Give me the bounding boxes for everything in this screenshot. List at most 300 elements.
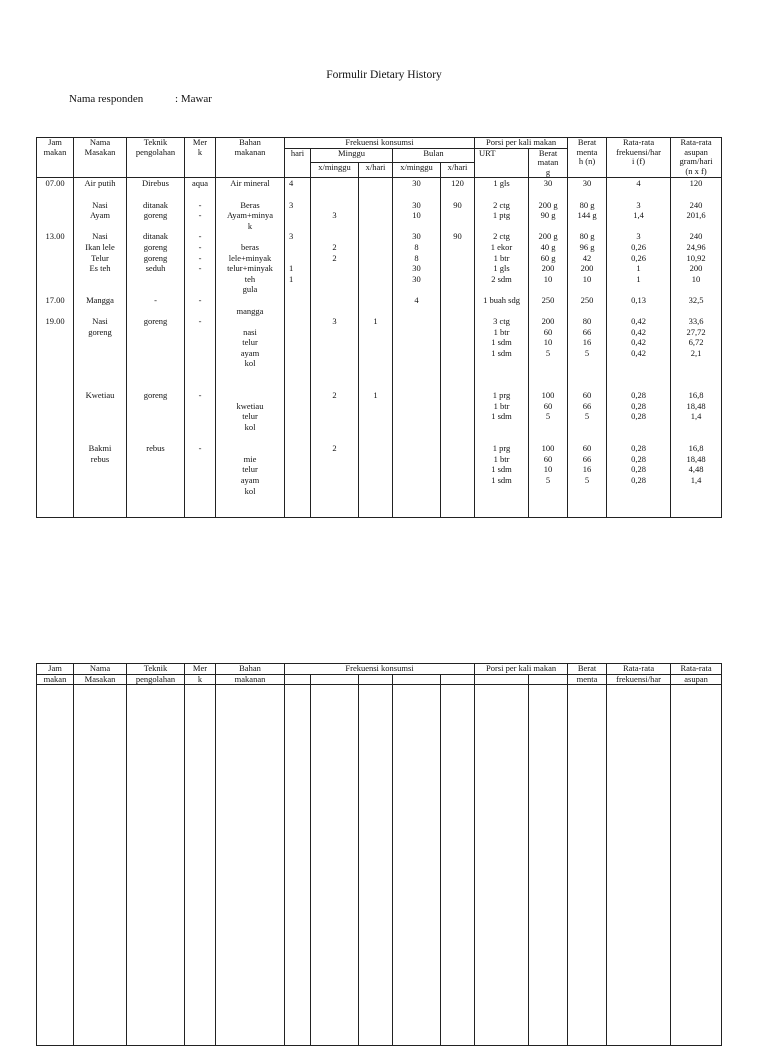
blank-cell[interactable]	[441, 685, 475, 1046]
cell-line	[127, 496, 184, 507]
cell-line	[74, 507, 126, 518]
cell-line	[289, 306, 310, 317]
cell-line: -	[198, 263, 202, 274]
cell-line	[475, 433, 528, 444]
cell-line: 2	[332, 241, 337, 252]
cell-line: 200	[689, 263, 703, 274]
cell-line	[529, 284, 567, 295]
cell-line	[441, 390, 474, 401]
cell-line: Beras	[240, 199, 260, 210]
cell-line	[74, 496, 126, 507]
cell-line: 60 g	[540, 252, 556, 263]
cell-line: ditanak	[142, 231, 169, 242]
blank-header-nama-2: Masakan	[74, 674, 127, 685]
cell-line	[289, 369, 310, 380]
cell-line	[185, 496, 215, 507]
cell-line	[311, 496, 358, 507]
cell-line	[74, 433, 126, 444]
cell-line	[37, 189, 73, 200]
cell-line: 8	[414, 241, 419, 252]
cell-line	[475, 486, 528, 497]
cell-line	[127, 189, 184, 200]
blank-cell[interactable]	[285, 685, 311, 1046]
cell-line	[37, 486, 73, 497]
cell-line: 1 btr	[493, 326, 510, 337]
cell-line	[185, 475, 215, 486]
cell-line	[393, 221, 440, 232]
cell-line	[311, 306, 358, 317]
cell-line	[529, 507, 567, 518]
cell-line: 66	[582, 453, 592, 464]
cell-line	[359, 231, 392, 242]
cell-line: 1,4	[690, 411, 702, 422]
cell-line	[37, 454, 73, 465]
cell-line	[393, 358, 440, 369]
cell-line	[37, 358, 73, 369]
cell-line: -	[198, 294, 202, 305]
blank-cell[interactable]	[393, 685, 441, 1046]
blank-cell[interactable]	[185, 685, 216, 1046]
cell-line	[671, 189, 721, 200]
cell-line	[529, 306, 567, 317]
col-berat-mentah	[568, 178, 607, 518]
cell-line	[568, 486, 606, 497]
cell-line	[185, 274, 215, 285]
header-rata-frekuensi: Rata-rata frekuensi/har i (f)	[607, 138, 671, 178]
cell-line	[216, 369, 284, 380]
cell-line	[393, 464, 440, 475]
header-hari: hari	[285, 148, 311, 178]
cell-line	[311, 369, 358, 380]
cell-line	[289, 348, 310, 359]
cell-line	[185, 486, 215, 497]
cell-line	[529, 486, 567, 497]
cell-line	[393, 433, 440, 444]
cell-line	[127, 337, 184, 348]
cell-line	[289, 221, 310, 232]
cell-line	[37, 507, 73, 518]
cell-line	[529, 358, 567, 369]
cell-line: 100	[541, 390, 555, 401]
cell-line: 30	[412, 178, 421, 189]
cell-line	[127, 454, 184, 465]
cell-line: kwetiau	[236, 400, 264, 411]
blank-dietary-table	[36, 663, 722, 1046]
cell-line	[289, 210, 310, 221]
cell-line	[441, 443, 474, 454]
blank-header-berat-2: menta	[568, 674, 607, 685]
cell-line	[359, 178, 392, 189]
cell-line	[359, 443, 392, 454]
cell-line	[671, 422, 721, 433]
col-minggu-xhari	[359, 178, 393, 518]
cell-line	[393, 369, 440, 380]
cell-line: goreng	[143, 210, 168, 221]
cell-line: 0,28	[631, 475, 646, 485]
cell-line	[37, 221, 73, 232]
cell-line	[127, 422, 184, 433]
cell-line	[127, 221, 184, 232]
cell-line	[185, 369, 215, 380]
cell-line	[127, 475, 184, 486]
blank-header-rata-asupan-2: asupan	[671, 674, 722, 685]
form-title: Formulir Dietary History	[326, 69, 442, 81]
cell-line	[216, 496, 284, 507]
cell-line	[185, 284, 215, 295]
cell-line	[441, 348, 474, 359]
cell-line	[185, 327, 215, 338]
cell-line	[289, 507, 310, 518]
cell-line	[185, 348, 215, 359]
cell-line: 66	[582, 326, 592, 337]
cell-line: 0,26	[631, 252, 646, 263]
cell-line: 3	[332, 210, 337, 221]
cell-line: 250	[580, 294, 594, 305]
cell-line	[311, 486, 358, 497]
cell-line: 10	[543, 273, 553, 284]
cell-line	[37, 327, 73, 338]
cell-line: gula	[242, 284, 258, 295]
cell-line	[359, 284, 392, 295]
cell-line	[37, 200, 73, 211]
cell-line	[441, 454, 474, 465]
cell-line: mangga	[236, 305, 264, 316]
cell-line: seduh	[145, 263, 166, 274]
cell-line	[37, 443, 73, 454]
cell-line: telur	[242, 411, 258, 422]
cell-line	[441, 306, 474, 317]
cell-line	[311, 295, 358, 306]
cell-line	[441, 274, 474, 285]
cell-line	[671, 221, 721, 232]
cell-line	[475, 189, 528, 200]
cell-line: 1	[373, 390, 378, 401]
cell-line: 240	[689, 231, 703, 242]
cell-line: 10,92	[686, 252, 706, 263]
cell-line: 10	[543, 337, 553, 348]
cell-line: -	[198, 199, 202, 210]
blank-cell[interactable]	[216, 685, 285, 1046]
cell-line	[185, 401, 215, 412]
cell-line	[359, 200, 392, 211]
cell-line	[475, 380, 528, 391]
cell-line	[607, 507, 670, 518]
cell-line	[74, 358, 126, 369]
cell-line	[127, 486, 184, 497]
cell-line: goreng	[143, 316, 168, 327]
cell-line: -	[198, 231, 202, 242]
blank-cell[interactable]	[37, 685, 74, 1046]
cell-line	[311, 401, 358, 412]
cell-line	[441, 401, 474, 412]
cell-line: 30	[412, 231, 421, 242]
cell-line	[74, 475, 126, 486]
cell-line: Bakmi	[88, 443, 112, 454]
cell-line	[671, 486, 721, 497]
cell-line: 2	[332, 252, 337, 263]
cell-line	[568, 433, 606, 444]
header-porsi: Porsi per kali makan	[475, 138, 568, 149]
respondent-line	[69, 93, 212, 105]
header-bulan-xhari: x/hari	[441, 163, 475, 178]
respondent-value: : Mawar	[175, 93, 212, 105]
cell-line: 1	[289, 273, 294, 284]
cell-line	[289, 242, 310, 253]
cell-line: 2 ctg	[493, 231, 510, 242]
cell-line	[529, 221, 567, 232]
cell-line	[607, 380, 670, 391]
cell-line	[311, 327, 358, 338]
blank-cell[interactable]	[359, 685, 393, 1046]
cell-line	[127, 274, 184, 285]
cell-line: 200	[541, 263, 555, 274]
cell-line: 27,72	[686, 326, 706, 337]
cell-line: 1 prg	[492, 443, 511, 454]
cell-line: 1 ekor	[490, 241, 513, 252]
cell-line: 90	[453, 231, 462, 242]
cell-line: ditanak	[142, 199, 169, 210]
header-berat-matang: Berat matan g	[529, 148, 568, 178]
cell-line: 1 sdm	[491, 347, 512, 358]
cell-line: 10	[543, 464, 553, 475]
cell-line	[393, 380, 440, 391]
cell-line: 1 sdm	[491, 475, 512, 485]
cell-line: 0,26	[631, 241, 646, 252]
cell-line	[568, 422, 606, 433]
cell-line: 96 g	[579, 241, 595, 252]
cell-line: 1,4	[690, 475, 702, 485]
cell-line: goreng	[143, 241, 168, 252]
cell-line: 200 g	[538, 231, 558, 242]
cell-line: Nasi	[92, 231, 108, 242]
cell-line	[74, 348, 126, 359]
cell-line: 1 sdm	[491, 464, 512, 475]
cell-line: 3	[332, 316, 337, 327]
cell-line: 80	[582, 316, 592, 327]
cell-line	[74, 464, 126, 475]
cell-line: 19.00	[45, 316, 65, 327]
cell-line: 16	[582, 464, 592, 475]
cell-line: 0,28	[631, 390, 646, 401]
cell-line	[37, 263, 73, 274]
cell-line: 18,48	[686, 400, 706, 411]
blank-cell[interactable]	[74, 685, 127, 1046]
cell-line: Es teh	[89, 263, 111, 274]
cell-line	[311, 358, 358, 369]
header-bulan: Bulan	[393, 148, 475, 163]
cell-line	[74, 189, 126, 200]
cell-line	[311, 475, 358, 486]
cell-line	[441, 422, 474, 433]
cell-line: 1 btr	[493, 252, 510, 263]
header-minggu: Minggu	[311, 148, 393, 163]
header-bulan-xminggu: x/minggu	[393, 163, 441, 178]
cell-line: 0,28	[631, 400, 646, 411]
cell-line: 1	[636, 273, 641, 284]
cell-line: 33,6	[688, 316, 704, 327]
cell-line	[393, 507, 440, 518]
cell-line	[568, 189, 606, 200]
cell-line: 13.00	[45, 231, 65, 242]
cell-line	[359, 337, 392, 348]
blank-header-jam: Jam	[37, 664, 74, 675]
cell-line: 18,48	[686, 453, 706, 464]
cell-line: 90 g	[540, 210, 556, 221]
cell-line	[127, 464, 184, 475]
cell-line	[74, 380, 126, 391]
cell-line	[607, 358, 670, 369]
blank-header-bahan-2: makanan	[216, 674, 285, 685]
cell-line: 1	[636, 263, 641, 274]
cell-line	[393, 475, 440, 486]
cell-line	[216, 443, 284, 454]
blank-cell[interactable]	[671, 685, 722, 1046]
cell-line	[359, 306, 392, 317]
cell-line: 5	[584, 475, 590, 485]
cell-line: Ikan lele	[85, 241, 115, 252]
cell-line	[441, 242, 474, 253]
blank-cell[interactable]	[568, 685, 607, 1046]
cell-line	[393, 189, 440, 200]
cell-line	[441, 337, 474, 348]
cell-line	[393, 284, 440, 295]
cell-line	[289, 316, 310, 327]
cell-line: ayam	[240, 475, 260, 485]
cell-line: 30	[543, 178, 553, 189]
cell-line: 0,42	[631, 316, 646, 327]
cell-line: 60	[543, 326, 553, 337]
cell-line	[441, 189, 474, 200]
cell-line	[74, 274, 126, 285]
cell-line	[393, 496, 440, 507]
cell-line	[671, 496, 721, 507]
cell-line: 1 gls	[493, 263, 510, 274]
cell-line	[127, 433, 184, 444]
cell-line	[475, 422, 528, 433]
cell-line	[441, 369, 474, 380]
cell-line	[393, 486, 440, 497]
cell-line: 4	[636, 178, 641, 189]
col-teknik-pengolahan	[127, 178, 185, 518]
cell-line	[568, 221, 606, 232]
cell-line	[37, 306, 73, 317]
cell-line	[37, 475, 73, 486]
cell-line	[289, 327, 310, 338]
cell-line	[529, 189, 567, 200]
cell-line	[441, 486, 474, 497]
cell-line	[185, 337, 215, 348]
blank-cell[interactable]	[127, 685, 185, 1046]
cell-line	[671, 369, 721, 380]
cell-line	[311, 189, 358, 200]
cell-line	[441, 295, 474, 306]
cell-line	[359, 486, 392, 497]
cell-line	[359, 253, 392, 264]
cell-line	[289, 337, 310, 348]
blank-header-teknik: Teknik	[127, 664, 185, 675]
blank-header-rata-asupan: Rata-rata	[671, 664, 722, 675]
cell-line	[359, 401, 392, 412]
cell-line: kol	[244, 422, 256, 433]
cell-line: 80 g	[579, 231, 595, 242]
cell-line	[475, 358, 528, 369]
cell-line: 30	[412, 199, 421, 210]
cell-line	[37, 284, 73, 295]
blank-cell[interactable]	[475, 685, 529, 1046]
cell-line	[127, 284, 184, 295]
cell-line	[74, 411, 126, 422]
cell-line	[127, 306, 184, 317]
cell-line: 1 buah sdg	[483, 294, 520, 305]
header-jam: Jam makan	[37, 138, 74, 178]
cell-line	[359, 210, 392, 221]
cell-line: 1 sdm	[491, 337, 512, 348]
cell-line: 8	[414, 252, 419, 263]
cell-line	[37, 337, 73, 348]
cell-line: -	[198, 210, 202, 221]
cell-line: 40 g	[540, 241, 556, 252]
cell-line: 0,42	[631, 326, 646, 337]
cell-line	[568, 507, 606, 518]
blank-cell[interactable]	[607, 685, 671, 1046]
cell-line: 3	[289, 231, 294, 242]
cell-line	[311, 274, 358, 285]
cell-line: 3 ctg	[493, 316, 510, 327]
blank-cell[interactable]	[311, 685, 359, 1046]
cell-line: goreng	[88, 326, 112, 337]
cell-line: 2 ctg	[493, 199, 510, 210]
cell-line: Mangga	[86, 294, 114, 305]
cell-line	[185, 380, 215, 391]
cell-line	[185, 464, 215, 475]
cell-line	[607, 369, 670, 380]
cell-line: kol	[244, 485, 256, 496]
col-merk	[185, 178, 216, 518]
cell-line	[185, 433, 215, 444]
cell-line	[127, 358, 184, 369]
header-frekuensi: Frekuensi konsumsi	[285, 138, 475, 149]
cell-line: 200 g	[538, 199, 558, 210]
cell-line	[568, 496, 606, 507]
cell-line: goreng	[143, 390, 168, 401]
blank-cell[interactable]	[529, 685, 568, 1046]
cell-line	[393, 306, 440, 317]
col-minggu-xminggu	[311, 178, 359, 518]
cell-line	[441, 327, 474, 338]
cell-line	[568, 306, 606, 317]
cell-line: 1 btr	[493, 400, 510, 411]
header-merk: Mer k	[185, 138, 216, 178]
cell-line	[359, 433, 392, 444]
cell-line	[475, 284, 528, 295]
header-nama: Nama Masakan	[74, 138, 127, 178]
cell-line	[393, 337, 440, 348]
cell-line	[393, 316, 440, 327]
cell-line: 250	[541, 294, 555, 305]
col-berat-matang	[529, 178, 568, 518]
cell-line	[393, 411, 440, 422]
cell-line	[359, 411, 392, 422]
cell-line	[607, 306, 670, 317]
cell-line: mie	[243, 453, 257, 464]
cell-line: 16,8	[688, 390, 704, 401]
cell-line	[441, 358, 474, 369]
cell-line: 3	[289, 199, 294, 210]
cell-line: Air mineral	[230, 178, 270, 189]
cell-line	[311, 231, 358, 242]
cell-line: 17.00	[45, 294, 65, 305]
cell-line	[359, 295, 392, 306]
